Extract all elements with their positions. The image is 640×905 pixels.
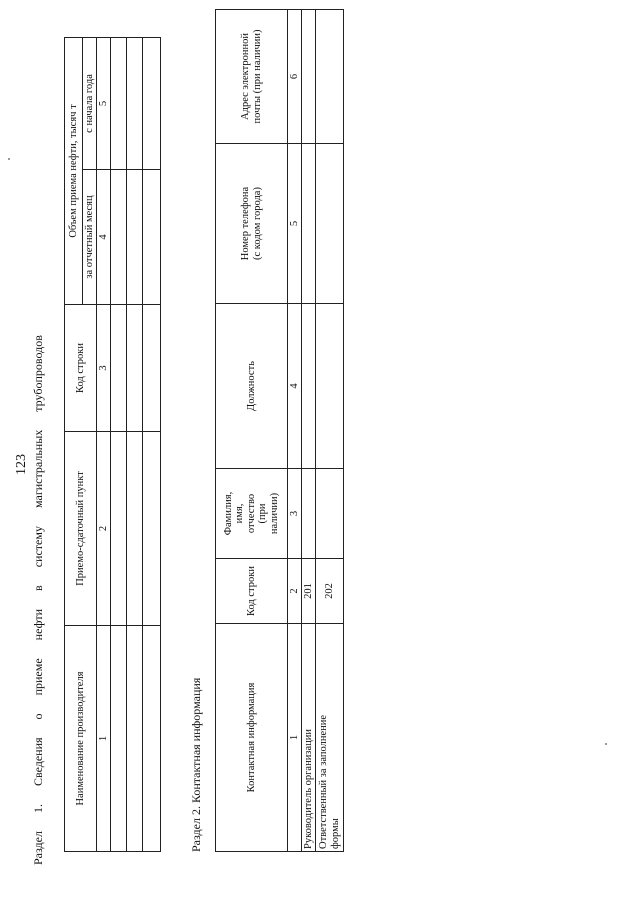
- row-label-line: Ответственный за заполнение: [317, 714, 329, 849]
- column-number: 3: [288, 469, 302, 559]
- header-phone: [216, 144, 288, 304]
- scan-speck: [8, 158, 10, 160]
- header-year: с начала года: [83, 37, 97, 169]
- column-number: 6: [288, 10, 302, 144]
- header-point: Приемо-сдаточный пункт: [65, 432, 97, 626]
- scan-speck: [605, 743, 607, 745]
- empty-cell: [127, 432, 143, 626]
- section1-table: [64, 37, 161, 852]
- table-row: [127, 37, 143, 851]
- section2-table: [215, 9, 344, 852]
- header-fio-line: отчество: [245, 493, 257, 534]
- column-number: 2: [97, 432, 111, 626]
- empty-cell: [143, 432, 161, 626]
- title-word: 1.: [31, 804, 45, 814]
- column-number: 4: [97, 170, 111, 305]
- column-number: 5: [97, 37, 111, 169]
- title-word: о: [31, 713, 45, 720]
- header-fio-line: имя,: [234, 503, 246, 524]
- empty-cell: [127, 170, 143, 305]
- section2-title: Раздел 2. Контактная информация: [189, 677, 203, 852]
- table-row: [143, 37, 161, 851]
- header-position: Должность: [216, 304, 288, 469]
- table-row: [111, 37, 127, 851]
- header-row-code: Код строки: [65, 305, 97, 432]
- title-word: приеме: [31, 658, 45, 696]
- header-row-code: Код строки: [216, 559, 288, 624]
- header-email: [216, 10, 288, 144]
- title-word: в: [31, 585, 45, 591]
- header-fio-line: (при: [257, 503, 269, 524]
- header-producer: Наименование производителя: [65, 626, 97, 852]
- column-number: 1: [288, 624, 302, 852]
- empty-cell: [111, 170, 127, 305]
- row-label-line: формы: [329, 818, 341, 849]
- column-number: 4: [288, 304, 302, 469]
- table-row: [316, 10, 344, 852]
- empty-cell: [316, 304, 344, 469]
- empty-cell: [302, 144, 316, 304]
- title-word: систему: [31, 526, 45, 568]
- header-fio: [216, 469, 288, 559]
- empty-cell: [127, 37, 143, 169]
- empty-cell: [143, 37, 161, 169]
- empty-cell: [143, 305, 161, 432]
- empty-cell: [316, 469, 344, 559]
- column-number: 2: [288, 559, 302, 624]
- empty-cell: [127, 305, 143, 432]
- header-fio-line: Фамилия,: [222, 491, 234, 536]
- title-word: Раздел: [31, 831, 45, 865]
- empty-cell: [316, 144, 344, 304]
- table-row: [302, 10, 316, 852]
- empty-cell: [111, 37, 127, 169]
- row-label: Руководитель организации: [302, 624, 316, 852]
- header-phone-line: (с кодом города): [251, 187, 263, 260]
- header-email-line: Адрес электронной: [239, 33, 251, 120]
- empty-cell: [302, 469, 316, 559]
- title-word: Сведения: [31, 737, 45, 787]
- section1-title: [31, 335, 47, 865]
- title-word: нефти: [31, 608, 45, 641]
- row-label: [316, 624, 344, 852]
- header-volume: Объем приема нефти, тысяч т: [65, 37, 83, 304]
- header-email-line: почты (при наличии): [251, 29, 263, 124]
- header-contact: Контактная информация: [216, 624, 288, 852]
- empty-cell: [143, 626, 161, 852]
- empty-cell: [111, 305, 127, 432]
- row-code: 201: [302, 559, 316, 624]
- empty-cell: [302, 304, 316, 469]
- column-number: 5: [288, 144, 302, 304]
- header-phone-line: Номер телефона: [239, 186, 251, 261]
- title-word: трубопроводов: [31, 335, 45, 412]
- empty-cell: [111, 626, 127, 852]
- page-number: 123: [14, 454, 29, 475]
- empty-cell: [127, 626, 143, 852]
- column-number: 1: [97, 626, 111, 852]
- header-month: за отчетный месяц: [83, 170, 97, 305]
- empty-cell: [143, 170, 161, 305]
- empty-cell: [302, 10, 316, 144]
- empty-cell: [111, 432, 127, 626]
- empty-cell: [316, 10, 344, 144]
- header-fio-line: наличии): [268, 492, 280, 535]
- row-code: 202: [316, 559, 344, 624]
- column-number: 3: [97, 305, 111, 432]
- title-word: магистральных: [31, 429, 45, 508]
